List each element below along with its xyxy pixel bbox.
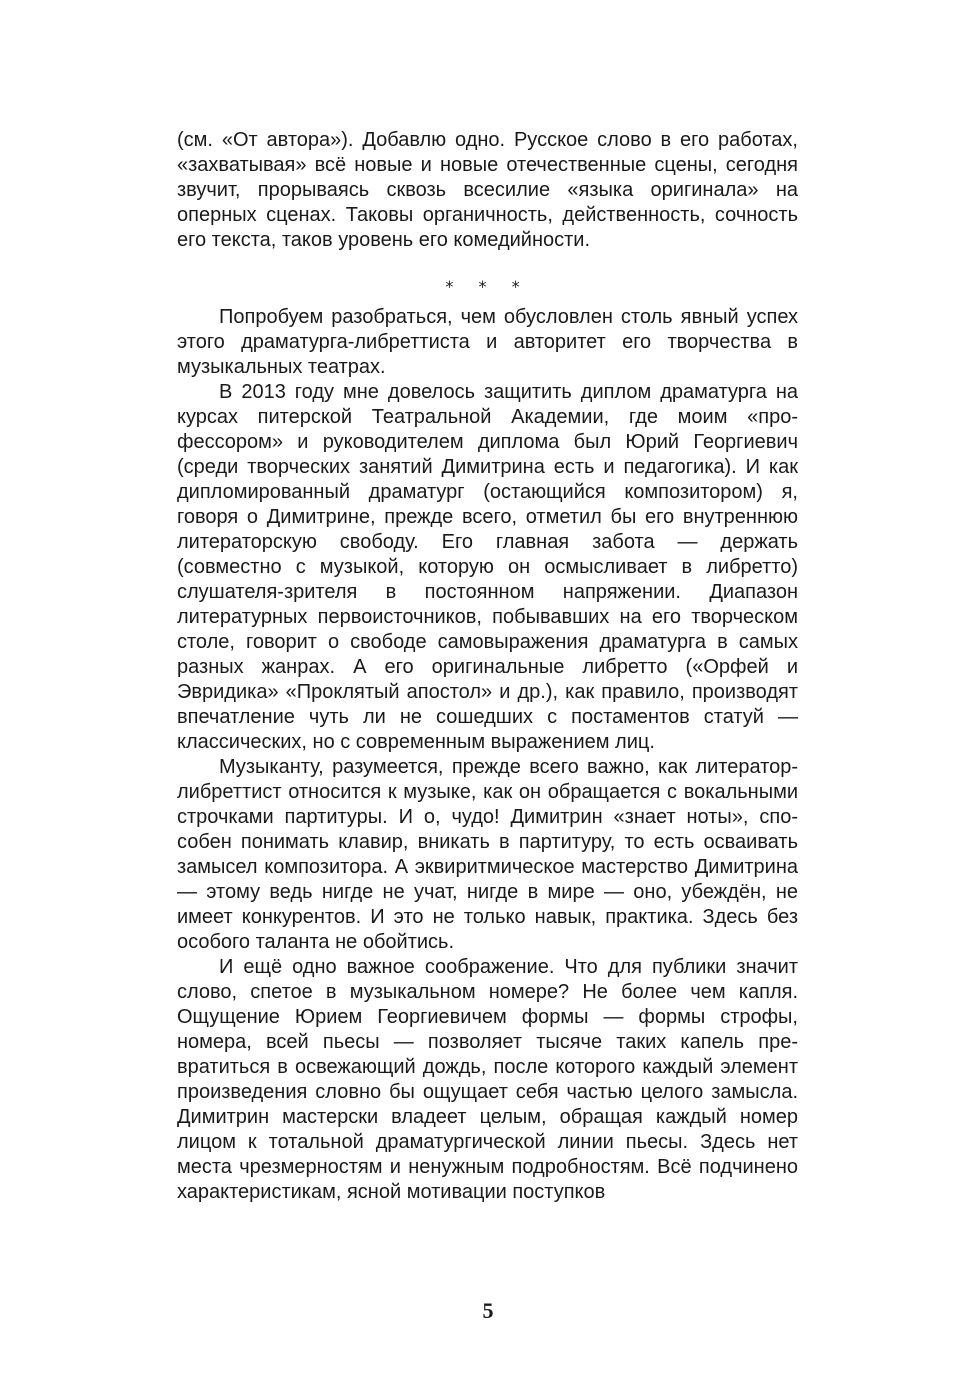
- main-text-block: [177, 305, 798, 1205]
- paragraph: Музыканту, разумеется, прежде всего важно, как литератор-либреттист относится к музыке, как он обращается с вокальными строчками партитуры. И о, чудо! Димитрин «знает ноты», способен понимать клавир, вникать в партитуру, то есть осваивать замысел композитора. А эквиритмическое мастерство Димитрина — этому ведь нигде не учат, нигде в мире — оно, убеждён, не имеет конкурентов. И это не только навык, практика. Здесь без особого таланта не обойтись.: [177, 756, 798, 953]
- paragraph: Попробуем разобраться, чем обусловлен столь явный успех этого драматурга-либреттиста и авторитет его творчества в музыкальных театрах.: [177, 306, 798, 378]
- paragraph: (см. «От автора»). Добавлю одно. Русское слово в его работах, «захватывая» всё новые и новые отечественные сцены, сегодня звучит, прорываясь сквозь всесилие «языка оригинала» на оперных сценах. Таковы органичность, действенность, сочность его текста, таков уровень его комедийности.: [177, 129, 798, 251]
- section-separator: * * *: [445, 277, 530, 296]
- paragraph: И ещё одно важное соображение. Что для публики значит слово, спетое в музыкальном номере? Не более чем капля. Ощущение Юрием Георгиевичем формы — формы строфы, номера, всей пьесы — позволяет тысяче таких капель превратиться в освежающий дождь, после которого каждый элемент произведения словно бы ощущает себя частью целого замысла. Димитрин мастерски владеет целым, обращая каждый номер лицом к тотальной драматургической линии пьесы. Здесь нет места чрезмерностям и ненужным подробностям. Всё подчинено характеристикам, ясной мотивации поступков: [177, 956, 798, 1203]
- page-number: 5: [482, 1298, 494, 1323]
- paragraph: В 2013 году мне довелось защитить диплом драматурга на курсах питерской Театральной Академии, где моим «профессором» и руководителем диплома был Юрий Георгиевич (среди творческих занятий Димитрина есть и педагогика). И как дипломированный драматург (остающийся композитором) я, говоря о Димитрине, прежде всего, отметил бы его внутреннюю литераторскую свободу. Его главная забота — держать (совместно с музыкой, которую он осмысливает в либретто) слушателя-зрителя в постоянном напряжении. Диапазон литературных первоисточников, побывавших на его творческом столе, говорит о свободе самовыражения драматурга в самых разных жанрах. А его оригинальные либретто («Орфей и Эвридика» «Проклятый апостол» и др.), как правило, производят впечатление чуть ли не сошедших с постаментов статуй — классических, но с современным выражением лиц.: [177, 381, 798, 753]
- opening-text-block: [177, 128, 798, 253]
